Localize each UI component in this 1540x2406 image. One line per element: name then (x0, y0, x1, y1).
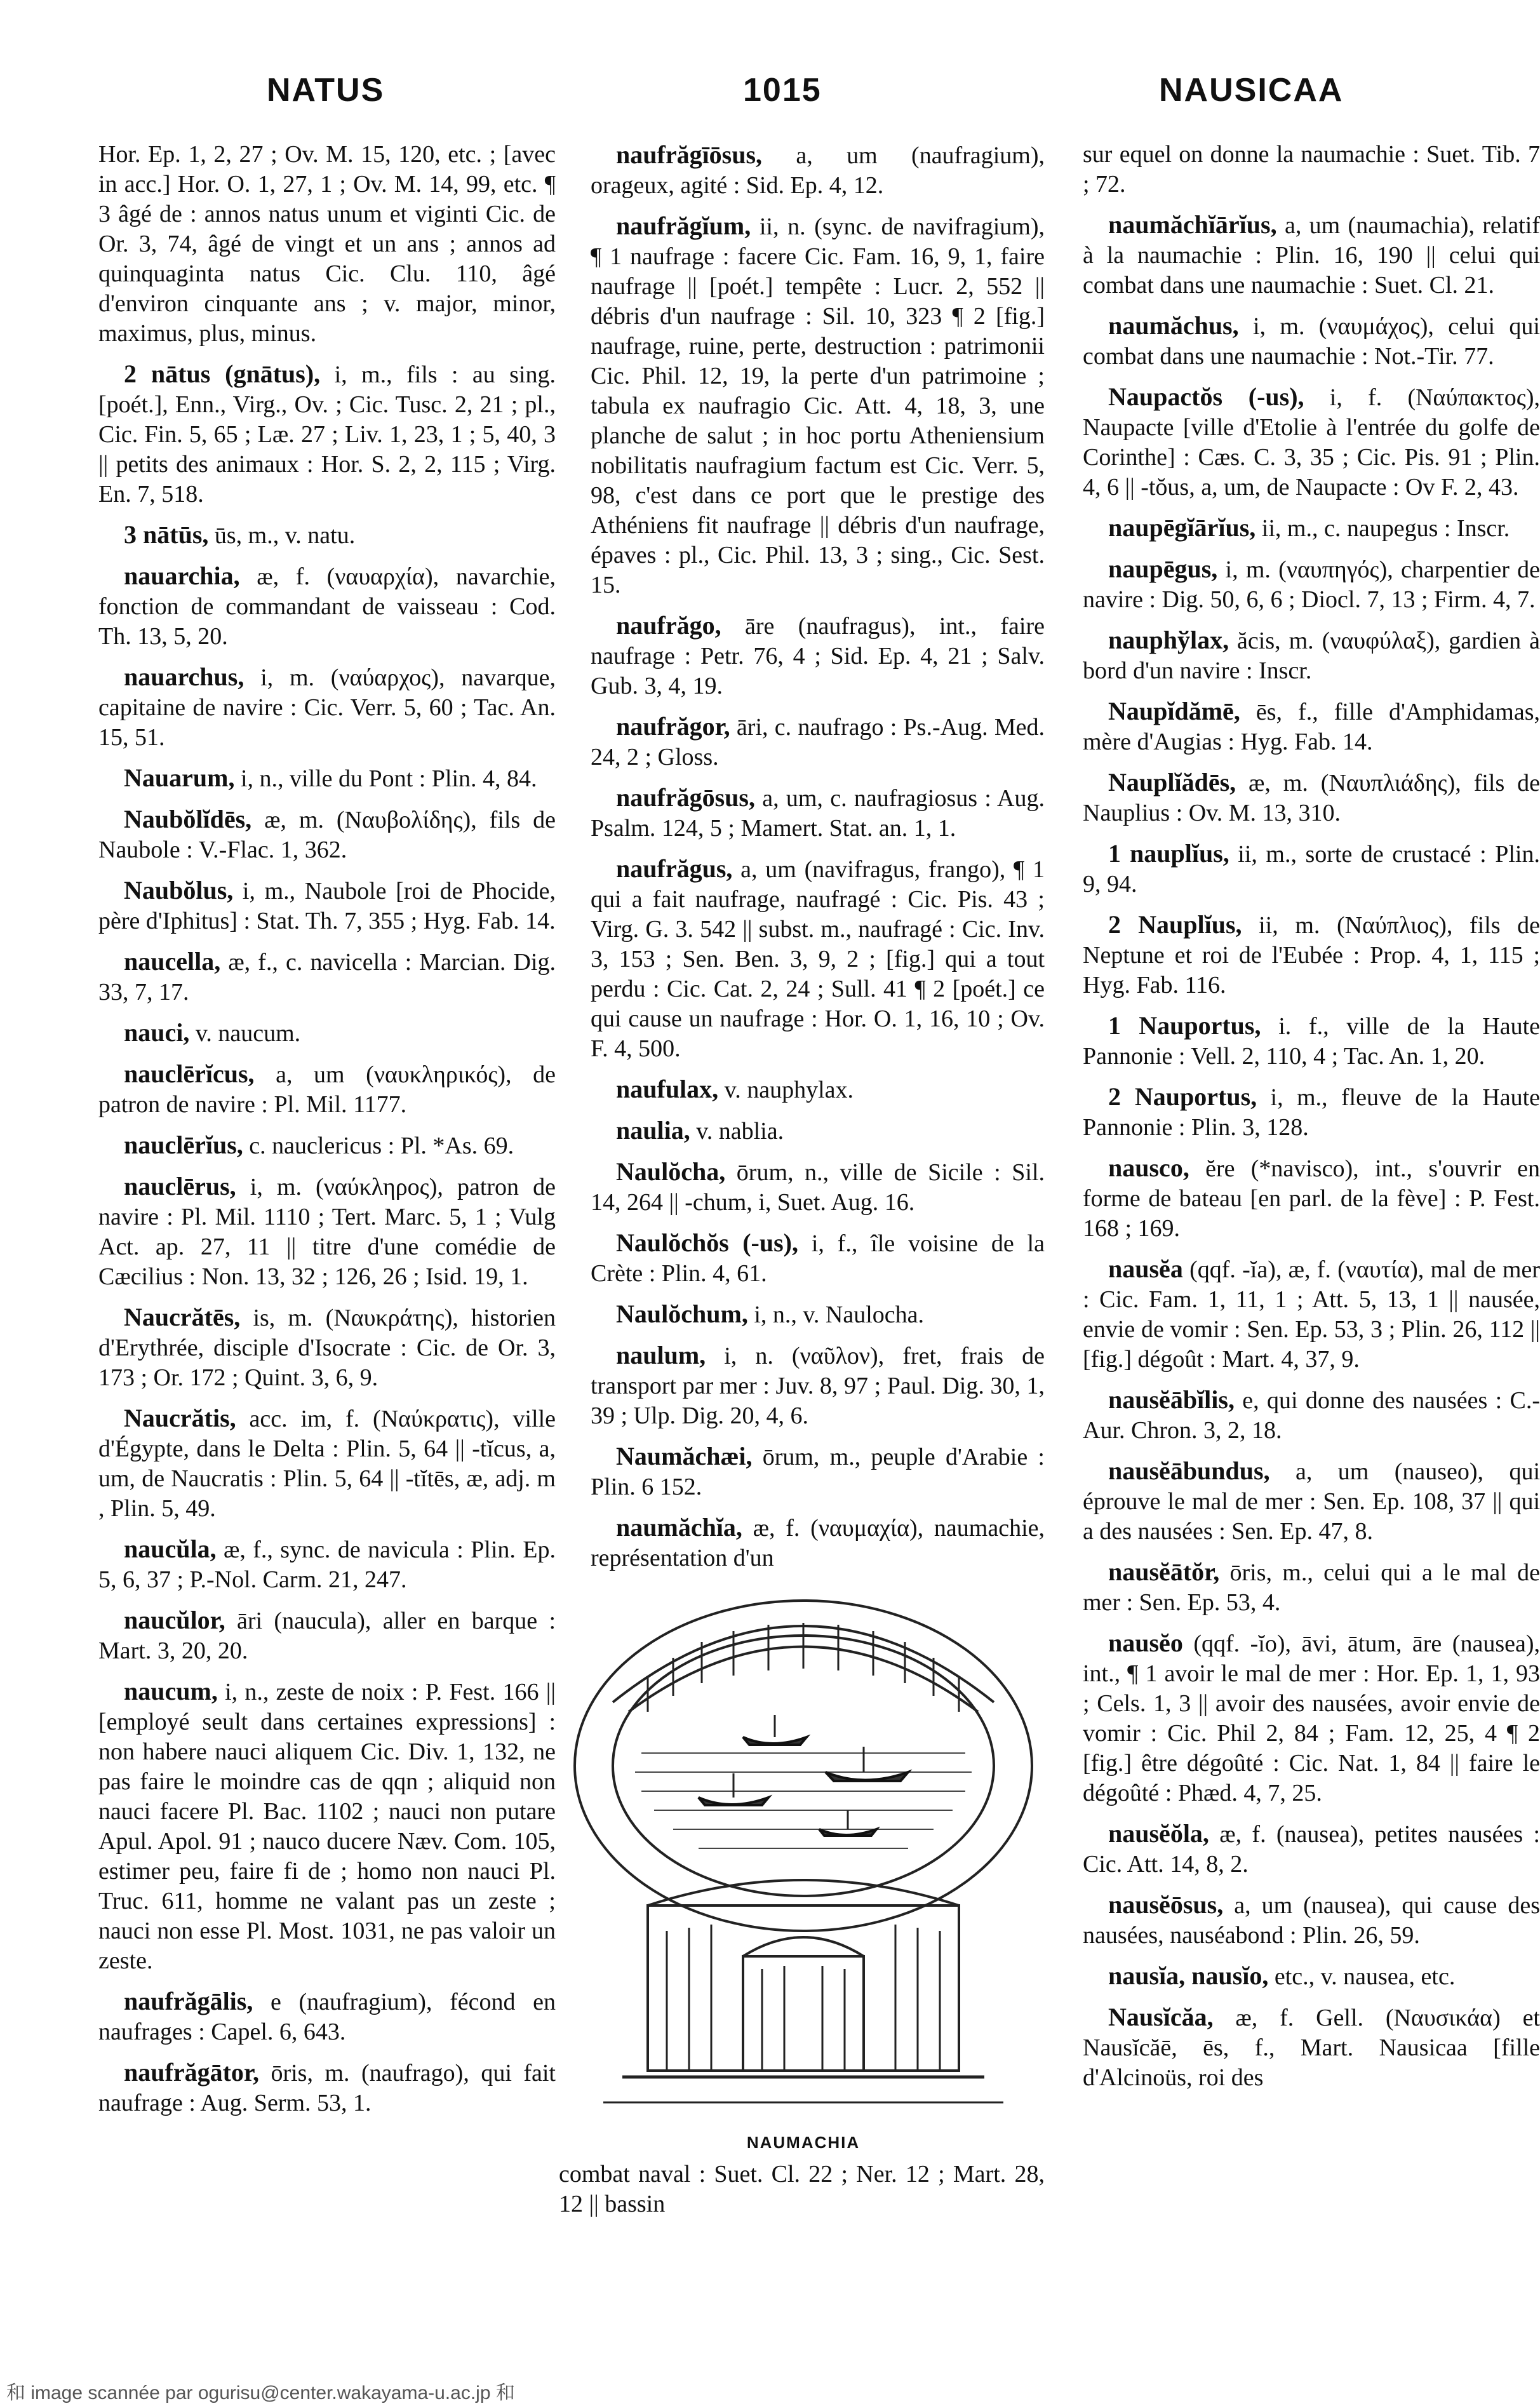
entry-definition: āri (naucula), aller en barque : Mart. 3, 20, 20. (98, 1608, 556, 1664)
dictionary-entry (1083, 2002, 1540, 2093)
entry-headword: nausĕābĭlis, (1108, 1385, 1235, 1414)
dictionary-entry (1083, 696, 1540, 757)
running-head-right: NAUSICAA (1159, 72, 1344, 109)
dictionary-entry (98, 359, 556, 509)
entry-headword: naufrăgĭum, (616, 212, 751, 240)
dictionary-entry (1083, 625, 1540, 686)
entry-headword: nausĕo (1108, 1629, 1183, 1657)
entry-definition: (qqf. -ĭa), æ, f. (ναυτία), mal de mer : Cic. Fam. 1, 11, 1 ; Att. 5, 13, 1 || nausée, envie de vomir : Sen. Ep. 53, 3 ; Plin. 26, 112 || [fig.] dégoût : Mart. 4, 37, 9. (1083, 1256, 1540, 1373)
entry-definition: a, um, c. naufragiosus : Aug. Psalm. 124, 5 ; Mamert. Stat. an. 1, 1. (591, 785, 1045, 842)
entry-definition: āre (naufragus), int., faire naufrage : Petr. 76, 4 ; Sid. Ep. 4, 21 ; Salv. Gub. 3, 4, 19. (591, 613, 1045, 699)
entry-headword: naucella, (124, 947, 221, 976)
column-right (1083, 140, 1540, 2103)
entry-definition: ii, m., sorte de crustacé : Plin. 9, 94. (1083, 841, 1540, 897)
dictionary-entry (98, 561, 556, 652)
entry-headword: nauclērus, (124, 1172, 236, 1200)
entry-definition: ii, m., c. naupegus : Inscr. (1255, 515, 1510, 542)
entry-headword: nausĕābundus, (1108, 1456, 1270, 1485)
entry-definition: acc. im, f. (Ναύκρατις), ville d'Égypte, dans le Delta : Plin. 5, 64 || -tĭcus, a, um, de Naucratis : Plin. 5, 64 || -tĭtēs, æ, adj. m , Plin. 5, 49. (98, 1406, 556, 1522)
entry-definition: i, f., île voisine de la Crète : Plin. 4, 61. (591, 1230, 1045, 1287)
entry-headword: Naulŏcha, (616, 1157, 726, 1186)
dictionary-entry (591, 610, 1045, 701)
entry-definition: sur equel on donne la naumachie : Suet. Tib. 7 ; 72. (1083, 141, 1540, 198)
column-middle-tail (559, 2160, 1045, 2229)
entry-headword: Naupactŏs (-us), (1108, 382, 1304, 411)
dictionary-entry (591, 1512, 1045, 1573)
dictionary-entry (1083, 382, 1540, 502)
entry-definition: i. f., ville de la Haute Pannonie : Vell. 2, 110, 4 ; Tac. An. 1, 20. (1083, 1013, 1540, 1070)
entry-definition: i, n., ville du Pont : Plin. 4, 84. (234, 765, 537, 792)
dictionary-entry (98, 946, 556, 1007)
entry-headword: Nausĭcăa, (1108, 2003, 1214, 2031)
dictionary-entry (98, 1302, 556, 1393)
entry-definition: æ, f. (ναυμαχία), naumachie, représentation d'un (591, 1515, 1045, 1571)
dictionary-entry (98, 1676, 556, 1976)
entry-definition: ōrum, m., peuple d'Arabie : Plin. 6 152. (591, 1444, 1045, 1500)
dictionary-entry (1083, 311, 1540, 372)
entry-headword: naulia, (616, 1116, 690, 1145)
entry-definition: æ, m. (Ναυπλιάδης), fils de Nauplius : Ov. M. 13, 310. (1083, 770, 1540, 826)
entry-headword: Naulŏchum, (616, 1300, 748, 1328)
dictionary-entry (98, 520, 556, 551)
entry-definition: a, um (nauseo), qui éprouve le mal de mer : Sen. Ep. 108, 37 || qui a des nausées : Sen. Ep. 47, 8. (1083, 1458, 1540, 1545)
entry-definition: v. naucum. (189, 1020, 301, 1047)
entry-definition: i, n., zeste de noix : P. Fest. 166 || [employé seult dans certaines expressions] : non habere nauci aliquem Cic. Div. 1, 132, ne pas faire le moindre cas de qqn ; aliquid non nauci facere Pl. Bac. 1102 ; nauci non putare Apul. Apol. 91 ; nauco ducere Næv. Com. 105, estimer peu, faire fi de ; homo non nauci Pl. Truc. 611, homme ne valant pas un zeste ; nauci non esse Pl. Most. 1031, ne pas valoir un zeste. (98, 1679, 556, 1974)
dictionary-entry (1083, 1557, 1540, 1618)
entry-definition: æ, m. (Ναυβολίδης), fils de Naubole : V.-Flac. 1, 362. (98, 807, 556, 863)
entry-definition: āri, c. naufrago : Ps.-Aug. Med. 24, 2 ; Gloss. (591, 714, 1045, 770)
dictionary-entry (98, 875, 556, 936)
scan-credit: 和 image scannée par ogurisu@center.wakayama-u.ac.jp 和 (6, 2382, 515, 2403)
dictionary-entry (591, 783, 1045, 843)
entry-headword: naufrăgīōsus, (616, 140, 763, 169)
entry-headword: naumăchĭa, (616, 1513, 742, 1542)
entry-definition: i, m., fleuve de la Haute Pannonie : Plin. 3, 128. (1083, 1084, 1540, 1141)
entry-definition: ii, m. (Ναύπλιος), fils de Neptune et roi de l'Eubée : Prop. 4, 1, 115 ; Hyg. Fab. 116. (1083, 912, 1540, 998)
entry-definition: æ, f. Gell. (Ναυσικάα) et Nausĭcăē, ēs, f., Mart. Nausicaa [fille d'Alcinoüs, roi des (1083, 2005, 1540, 2091)
entry-definition: æ, f., c. navicella : Marcian. Dig. 33, 7, 17. (98, 949, 556, 1005)
dictionary-entry (1083, 1385, 1540, 1446)
entry-headword: Naupĭdămē, (1108, 697, 1240, 725)
entry-definition: a, um (navifragus, frango), ¶ 1 qui a fait naufrage, naufragé : Cic. Pis. 43 ; Virg. G. 3. 542 || subst. m., naufragé : Cic. Inv. 3, 153 ; Sen. Ben. 3, 9, 2 ; [fig.] qui a tout perdu : Cic. Cat. 2, 24 ; Sull. 41 ¶ 2 [poét.] ce qui cause un naufrage : Hor. O. 1, 16, 10 ; Ov. F. 4, 500. (591, 856, 1045, 1062)
entry-definition: ĕre (*navisco), int., s'ouvrir en forme de bateau [en parl. de la fève] : P. Fest. 168 ; 169. (1083, 1155, 1540, 1242)
dictionary-entry (1083, 210, 1540, 300)
entry-headword: naufrăgor, (616, 712, 730, 741)
entry-headword: 2 Nauplĭus, (1108, 910, 1242, 939)
entry-definition: i, m. (ναυπηγός), charpentier de navire : Dig. 50, 6, 6 ; Diocl. 7, 13 ; Firm. 4, 7. (1083, 556, 1540, 613)
entry-definition: ăcis, m. (ναυφύλαξ), gardien à bord d'un navire : Inscr. (1083, 628, 1540, 684)
page-number: 1015 (743, 72, 822, 109)
entry-headword: naucŭlor, (124, 1606, 225, 1634)
dictionary-entry (1083, 1456, 1540, 1547)
dictionary-entry (591, 1299, 1045, 1330)
entry-definition: c. nauclericus : Pl. *As. 69. (243, 1132, 514, 1159)
naumachia-illustration-icon (552, 1575, 1054, 2128)
dictionary-entry (1083, 838, 1540, 899)
dictionary-entry (98, 1605, 556, 1666)
entry-headword: nausĕa (1108, 1254, 1183, 1283)
dictionary-entry (1083, 1011, 1540, 1072)
entry-definition: ōris, m., celui qui a le mal de mer : Sen. Ep. 53, 4. (1083, 1559, 1540, 1616)
entry-headword: Naucrătis, (124, 1404, 236, 1432)
figure-caption: NAUMACHIA (746, 2133, 860, 2152)
dictionary-entry (591, 711, 1045, 772)
entry-headword: naufrăgālis, (124, 1987, 253, 2015)
dictionary-entry (1083, 1890, 1540, 1951)
dictionary-entry (591, 1441, 1045, 1502)
entry-headword: Nauarum, (124, 763, 235, 792)
entry-headword: nauci, (124, 1018, 190, 1047)
entry-headword: naufrăgo, (616, 611, 721, 640)
entry-definition: v. nablia. (690, 1118, 784, 1145)
dictionary-entry (1083, 767, 1540, 828)
entry-definition: æ, f. (ναυαρχία), navarchie, fonction de commandant de vaisseau : Cod. Th. 13, 5, 20. (98, 563, 556, 650)
entry-headword: naufrăgus, (616, 854, 733, 883)
dictionary-entry (591, 1228, 1045, 1289)
entry-definition: i, f. (Ναύπακτος), Naupacte [ville d'Etolie à l'entrée du golfe de Corinthe] : Cæs. C. 3, 35 ; Cic. Pis. 91 ; Plin. 4, 6 || -tŏus, a, um, de Naupacte : Ov F. 2, 43. (1083, 384, 1540, 501)
entry-headword: 3 nātūs, (124, 520, 209, 549)
entry-headword: nauphўlax, (1108, 626, 1229, 654)
running-head-left: NATUS (267, 72, 385, 109)
entry-headword: nausĕŏla, (1108, 1819, 1209, 1848)
dictionary-entry (1083, 513, 1540, 544)
dictionary-entry (591, 1340, 1045, 1431)
entry-headword: nauclērĭcus, (124, 1059, 255, 1088)
entry-headword: Naubŏlus, (124, 876, 234, 904)
dictionary-entry (1083, 1818, 1540, 1879)
dictionary-entry (98, 662, 556, 753)
entry-definition: æ, f., sync. de navicula : Plin. Ep. 5, 6, 37 ; P.-Nol. Carm. 21, 247. (98, 1536, 556, 1593)
entry-headword: naufulax, (616, 1075, 719, 1103)
entry-headword: Naucrătēs, (124, 1303, 241, 1331)
dictionary-entry (98, 804, 556, 865)
dictionary-entry (1083, 1961, 1540, 1992)
entry-headword: Nauplĭădēs, (1108, 768, 1236, 796)
dictionary-entry (1083, 1254, 1540, 1374)
entry-definition: ōris, m. (naufrago), qui fait naufrage : Aug. Serm. 53, 1. (98, 2060, 556, 2116)
entry-definition: ūs, m., v. natu. (208, 522, 356, 549)
dictionary-entry (98, 1403, 556, 1524)
entry-headword: naupēgĭārĭus, (1108, 513, 1256, 542)
entry-definition: (qqf. -ĭo), āvi, ātum, āre (nausea), int., ¶ 1 avoir le mal de mer : Hor. Ep. 1, 1, 93 ; Cels. 1, 3 || avoir des nausées, avoir envie de vomir : Cic. Phil 2, 84 ; Fam. 12, 25, 4 ¶ 2 [fig.] être dégoûté : Cic. Nat. 1, 84 || faire le dégoûté : Phæd. 4, 7, 25. (1083, 1630, 1540, 1806)
entry-definition: i, m., fils : au sing. [poét.], Enn., Virg., Ov. ; Cic. Tusc. 2, 21 ; pl., Cic. Fin. 5, 65 ; Læ. 27 ; Liv. 1, 23, 1 ; 5, 40, 3 || petits des animaux : Hor. S. 2, 2, 115 ; Virg. En. 7, 518. (98, 361, 556, 507)
entry-headword: naulum, (616, 1341, 706, 1369)
entry-headword: naufrăgātor, (124, 2058, 259, 2087)
entry-headword: nauarchia, (124, 561, 240, 590)
dictionary-entry (98, 140, 556, 349)
dictionary-entry (98, 2057, 556, 2118)
entry-headword: Naubŏlĭdēs, (124, 805, 252, 833)
dictionary-entry (591, 1074, 1045, 1105)
naumachia-figure (552, 1575, 1054, 2160)
column-left (98, 140, 556, 2128)
entry-headword: nausĕōsus, (1108, 1890, 1224, 1919)
entry-definition: a, um (ναυκληρικός), de patron de navire : Pl. Mil. 1177. (98, 1061, 556, 1118)
entry-headword: Naumăchæi, (616, 1442, 753, 1470)
entry-definition: i, m. (ναύκληρος), patron de navire : Pl. Mil. 1110 ; Tert. Marc. 5, 1 ; Vulg Act. ap. 27, 11 || titre d'une comédie de Cæcilius : Non. 13, 32 ; 126, 26 ; Isid. 19, 1. (98, 1174, 556, 1290)
entry-definition: is, m. (Ναυκράτης), historien d'Erythrée, disciple d'Isocrate : Cic. de Or. 3, 173 ; Or. 172 ; Quint. 3, 6, 9. (98, 1305, 556, 1391)
entry-definition: e, qui donne des nausées : C.-Aur. Chron. 3, 2, 18. (1083, 1387, 1540, 1444)
entry-headword: Naulŏchŏs (-us), (616, 1228, 798, 1257)
entry-definition: i, m. (ναυμάχος), celui qui combat dans une naumachie : Not.-Tir. 77. (1083, 313, 1540, 370)
dictionary-entry (591, 1157, 1045, 1218)
entry-headword: naupēgus, (1108, 554, 1218, 583)
dictionary-entry (98, 1018, 556, 1049)
column-middle (591, 140, 1045, 1583)
dictionary-entry (1083, 1153, 1540, 1244)
entry-definition: a, um (naumachia), relatif à la naumachie : Plin. 16, 190 || celui qui combat dans une naumachie : Suet. Cl. 21. (1083, 212, 1540, 299)
entry-headword: nausĭa, nausĭo, (1108, 1961, 1269, 1990)
dictionary-entry (98, 1534, 556, 1595)
dictionary-entry (98, 1986, 556, 2047)
entry-definition: i, m. (ναύαρχος), navarque, capitaine de navire : Cic. Verr. 5, 60 ; Tac. An. 15, 51. (98, 664, 556, 751)
entry-headword: 1 Nauportus, (1108, 1011, 1261, 1040)
entry-definition: ōrum, n., ville de Sicile : Sil. 14, 264 || -chum, i, Suet. Aug. 16. (591, 1159, 1045, 1216)
dictionary-entry (591, 140, 1045, 201)
dictionary-entry (1083, 140, 1540, 199)
dictionary-entry (591, 211, 1045, 600)
entry-definition: i, n. (ναῦλον), fret, frais de transport par mer : Juv. 8, 97 ; Paul. Dig. 30, 1, 39 ; Ulp. Dig. 20, 4, 6. (591, 1343, 1045, 1429)
entry-definition: ii, n. (sync. de navifragium), ¶ 1 naufrage : facere Cic. Fam. 16, 9, 1, faire naufrage || [poét.] tempête : Lucr. 2, 552 || débris d'un naufrage : Sil. 10, 323 ¶ 2 [fig.] naufrage, ruine, perte, destruction : patrimonii Cic. Phil. 12, 19, la perte d'un patrimoine ; tabula ex naufragio Cic. Att. 4, 18, 3, une planche de salut ; in hoc portu Atheniensium nobilitatis naufragium factum est Cic. Verr. 5, 98, c'est dans ce port que le prestige des Athéniens fit naufrage || débris d'un naufrage, épaves : pl., Cic. Phil. 13, 3 ; sing., Cic. Sest. 15. (591, 213, 1045, 598)
entry-headword: naumăchus, (1108, 311, 1239, 340)
dictionary-entry (1083, 554, 1540, 615)
entry-headword: nauclērĭus, (124, 1131, 243, 1159)
dictionary-entry (1083, 1082, 1540, 1143)
entry-definition: æ, f. (nausea), petites nausées : Cic. Att. 14, 8, 2. (1083, 1821, 1540, 1878)
dictionary-entry (591, 854, 1045, 1064)
dictionary-entry (1083, 1628, 1540, 1808)
entry-definition: e (naufragium), fécond en naufrages : Capel. 6, 643. (98, 1989, 556, 2045)
entry-headword: naufrăgōsus, (616, 783, 755, 812)
entry-headword: 2 nātus (gnātus), (124, 360, 321, 388)
entry-headword: nausĕātŏr, (1108, 1557, 1220, 1586)
entry-continuation: combat naval : Suet. Cl. 22 ; Ner. 12 ; Mart. 28, 12 || bassin (559, 2161, 1045, 2217)
entry-headword: nausco, (1108, 1153, 1189, 1182)
entry-headword: nauarchus, (124, 662, 244, 691)
dictionary-entry (98, 1171, 556, 1292)
entry-definition: v. nauphylax. (718, 1077, 854, 1103)
entry-headword: naucŭla, (124, 1535, 217, 1563)
entry-definition: a, um (nausea), qui cause des nausées, nauséabond : Plin. 26, 59. (1083, 1892, 1540, 1949)
dictionary-entry (591, 1115, 1045, 1146)
entry-definition: ēs, f., fille d'Amphidamas, mère d'Augias : Hyg. Fab. 14. (1083, 699, 1540, 755)
dictionary-entry (1083, 910, 1540, 1000)
entry-headword: 2 Nauportus, (1108, 1082, 1257, 1111)
entry-headword: naumăchĭārĭus, (1108, 210, 1277, 239)
entry-definition: etc., v. nausea, etc. (1268, 1963, 1456, 1990)
entry-definition: i, m., Naubole [roi de Phocide, père d'Iphitus] : Stat. Th. 7, 355 ; Hyg. Fab. 14. (98, 878, 556, 934)
entry-headword: naucum, (124, 1677, 218, 1705)
entry-definition: Hor. Ep. 1, 2, 27 ; Ov. M. 15, 120, etc. ; [avec in acc.] Hor. O. 1, 27, 1 ; Ov. M. 14, 99, etc. ¶ 3 âgé de : annos natus unum et viginti Cic. de Or. 3, 74, âgé de vingt et un ans ; annos ad quinquaginta natus Cic. Clu. 110, âgé d'environ cinquante ans ; v. major, minor, maximus, plus, minus. (98, 141, 556, 347)
dictionary-entry (98, 763, 556, 794)
entry-headword: 1 nauplĭus, (1108, 839, 1229, 868)
entry-definition: a, um (naufragium), orageux, agité : Sid. Ep. 4, 12. (591, 142, 1045, 199)
dictionary-entry (98, 1130, 556, 1161)
dictionary-entry (98, 1059, 556, 1120)
entry-definition: i, n., v. Naulocha. (747, 1301, 925, 1328)
